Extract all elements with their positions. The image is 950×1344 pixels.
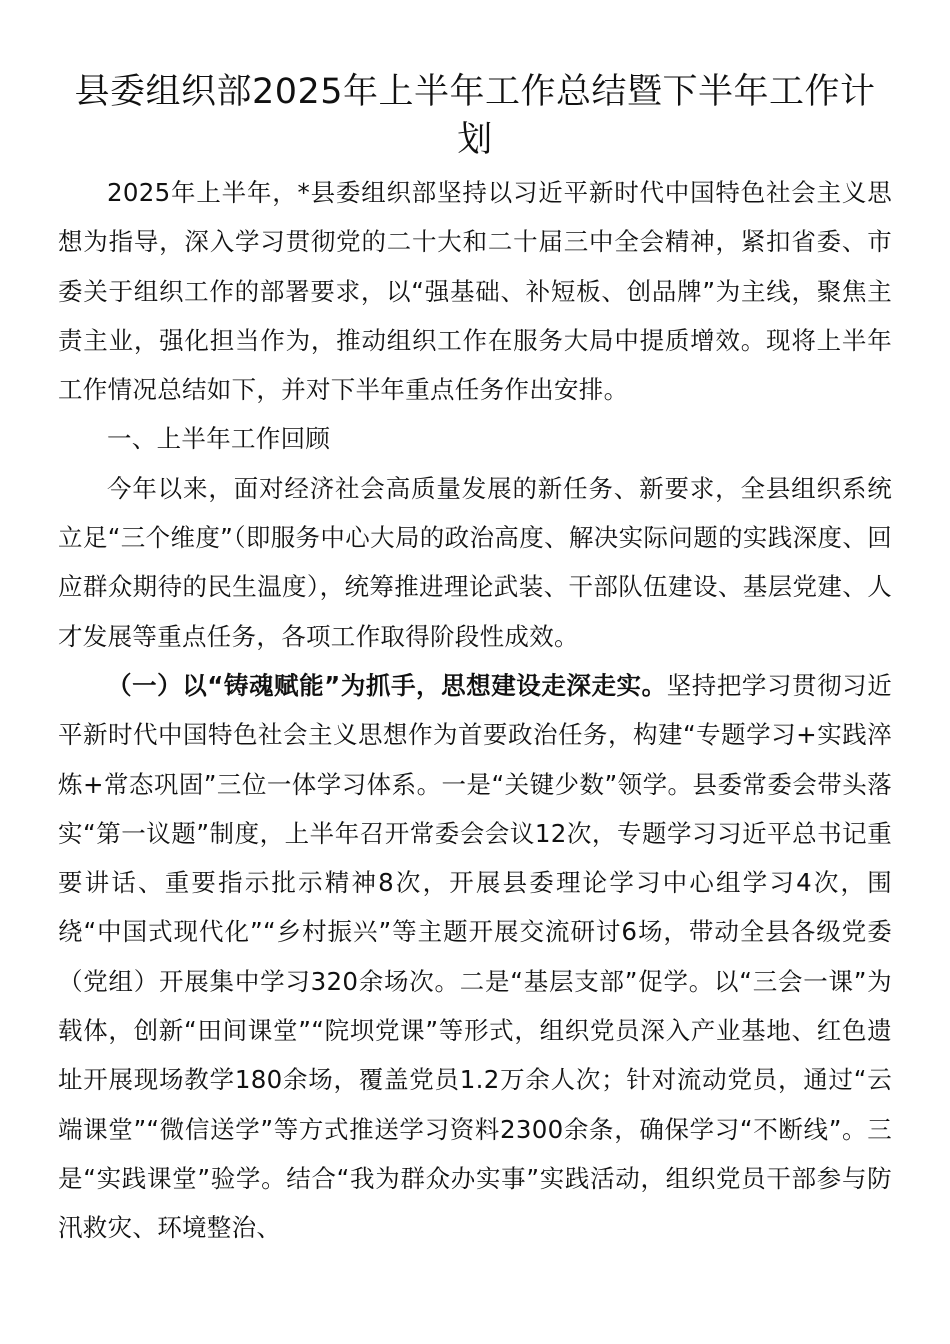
subsection-heading: （一）以“铸魂赋能”为抓手，思想建设走深走实。 bbox=[107, 670, 667, 700]
document-page bbox=[58, 68, 892, 1253]
section-heading: 一、上半年工作回顾 bbox=[107, 424, 331, 454]
subsection-paragraph bbox=[58, 661, 892, 1253]
subsection-body: 坚持把学习贯彻习近平新时代中国特色社会主义思想作为首要政治任务，构建“专题学习+实践淬炼+常态巩固”三位一体学习体系。一是“关键少数”领学。县委常委会带头落实“第一议题”制度，上半年召开常委会会议12次，专题学习习近平总书记重要讲话、重要指示批示精神8次，开展县委理论学习中心组学习4次，围绕“中国式现代化”“乡村振兴”等主题开展交流研讨6场，带动全县各级党委（党组）开展集中学习320余场次。二是“基层支部”促学。以“三会一课”为载体，创新“田间课堂”“院坝党课”等形式，组织党员深入产业基地、红色遗址开展现场教学180余场，覆盖党员1.2万余人次；针对流动党员，通过“云端课堂”“微信送学”等方式推送学习资料2300余条，确保学习“不断线”。三是“实践课堂”验学。结合“我为群众办实事”实践活动，组织党员干部参与防汛救灾、环境整治、 bbox=[58, 670, 892, 1243]
intro-paragraph: 2025年上半年，*县委组织部坚持以习近平新时代中国特色社会主义思想为指导，深入学习贯彻党的二十大和二十届三中全会精神，紧扣省委、市委关于组织工作的部署要求，以“强基础、补短板、创品牌”为主线，聚焦主责主业，强化担当作为，推动组织工作在服务大局中提质增效。现将上半年工作情况总结如下，并对下半年重点任务作出安排。 bbox=[58, 178, 892, 405]
document-title: 县委组织部2025年上半年工作总结暨下半年工作计划 bbox=[74, 72, 876, 160]
section-intro-paragraph: 今年以来，面对经济社会高质量发展的新任务、新要求，全县组织系统立足“三个维度”（即服务中心大局的政治高度、解决实际问题的实践深度、回应群众期待的民生温度），统筹推进理论武装、干部队伍建设、基层党建、人才发展等重点任务，各项工作取得阶段性成效。 bbox=[58, 473, 892, 651]
